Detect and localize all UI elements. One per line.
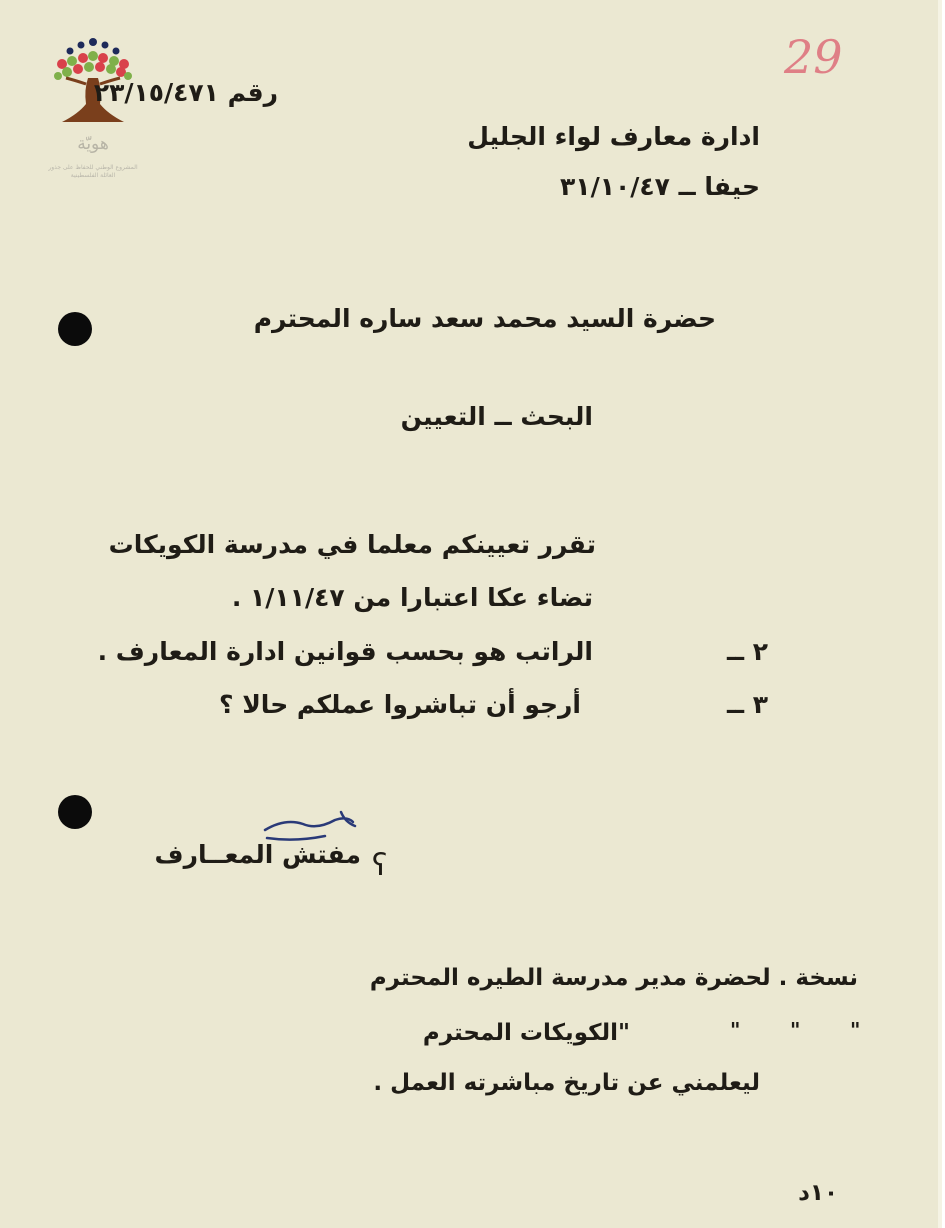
item-2-number: ٢ ــ — [726, 637, 768, 666]
logo-brand-text: هويّة — [77, 134, 109, 154]
reference-label: رقم — [227, 78, 278, 107]
logo-tagline: المشروع الوطني للحفاظ على جذور العائلة الفلسطينية — [48, 164, 138, 179]
sign-off-title: مفتش المعــارف — [154, 840, 361, 869]
reference-number: ٢٣/١٥/٤٧١ — [93, 78, 219, 107]
organization-logo — [48, 34, 138, 194]
punch-hole-bottom — [58, 795, 92, 829]
item-3-number: ٣ ــ — [726, 690, 768, 719]
issuer-place-date — [560, 172, 760, 201]
issuer-place: حيفا ــ — [678, 172, 760, 201]
subject-line: البحث ــ التعيين — [400, 402, 593, 431]
ditto-mark: " — [790, 1018, 801, 1042]
item-2-text: الراتب هو بحسب قوانين ادارة المعارف . — [97, 637, 593, 666]
page-number-mark: 29 — [784, 30, 843, 84]
issuer-name: ادارة معارف لواء الجليل — [467, 122, 760, 151]
signature-mark-icon: ʕ — [372, 848, 388, 883]
letter-date: ٣١/١٠/٤٧ — [560, 172, 670, 201]
copy-line-1: نسخة . لحضرة مدير مدرسة الطيره المحترم — [369, 965, 858, 991]
punch-hole-top — [58, 312, 92, 346]
ditto-mark: " — [850, 1018, 861, 1042]
copy-line-3: ليعلمني عن تاريخ مباشرته العمل . — [373, 1070, 760, 1096]
body-paragraph-line-1: تقرر تعيينكم معلما في مدرسة الكويكات — [108, 530, 596, 559]
item-3-text: أرجو أن تباشروا عملكم حالا ؟ — [218, 690, 581, 719]
body-paragraph-line-2: تضاء عكا اعتبارا من ١/١١/٤٧ . — [231, 583, 593, 612]
footer-code: ١٠د — [798, 1180, 838, 1206]
addressee-line: حضرة السيد محمد سعد ساره المحترم — [253, 304, 716, 333]
copy-line-2: "الكويكات المحترم — [422, 1020, 630, 1046]
ditto-mark: " — [730, 1018, 741, 1042]
reference-line — [94, 78, 278, 107]
